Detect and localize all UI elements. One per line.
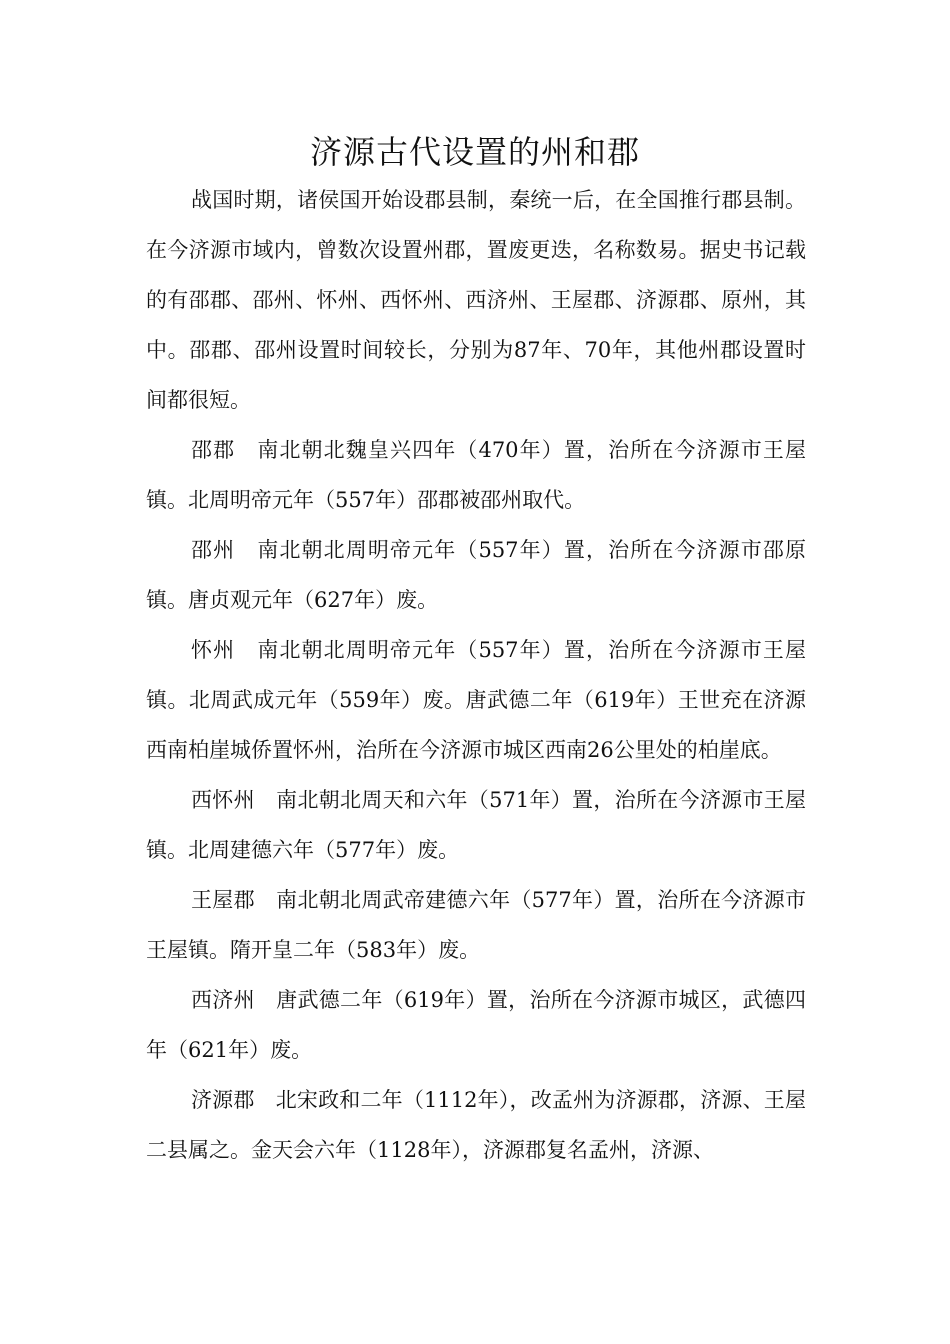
paragraph-intro: 战国时期，诸侯国开始设郡县制，秦统一后，在全国推行郡县制。在今济源市域内，曾数次设置州郡，置废更迭，名称数易。据史书记载的有邵郡、邵州、怀州、西怀州、西济州、王屋郡、济源郡、原州，其中。邵郡、邵州设置时间较长，分别为87年、70年，其他州郡设置时间都很短。 xyxy=(146,188,806,412)
paragraph-shaozhou: 邵州 南北朝北周明帝元年（557年）置，治所在今济源市邵原镇。唐贞观元年（627年）废。 xyxy=(146,538,806,612)
paragraph-wangwujun: 王屋郡 南北朝北周武帝建德六年（577年）置，治所在今济源市王屋镇。隋开皇二年（583年）废。 xyxy=(146,888,806,962)
paragraph-huaizhou: 怀州 南北朝北周明帝元年（557年）置，治所在今济源市王屋镇。北周武成元年（559年）废。唐武德二年（619年）王世充在济源西南柏崖城侨置怀州，治所在今济源市城区西南26公里处的柏崖底。 xyxy=(146,638,806,762)
paragraph-jiyuanjun: 济源郡 北宋政和二年（1112年），改孟州为济源郡，济源、王屋二县属之。金天会六年（1128年），济源郡复名孟州，济源、 xyxy=(146,1088,806,1162)
document-body xyxy=(146,175,806,1175)
paragraph-xijizhou: 西济州 唐武德二年（619年）置，治所在今济源市城区，武德四年（621年）废。 xyxy=(146,988,806,1062)
paragraph-xihuaizhou: 西怀州 南北朝北周天和六年（571年）置，治所在今济源市王屋镇。北周建德六年（577年）废。 xyxy=(146,788,806,862)
document-title: 济源古代设置的州和郡 xyxy=(309,133,640,171)
paragraph-shaojun: 邵郡 南北朝北魏皇兴四年（470年）置，治所在今济源市王屋镇。北周明帝元年（557年）邵郡被邵州取代。 xyxy=(146,438,806,512)
